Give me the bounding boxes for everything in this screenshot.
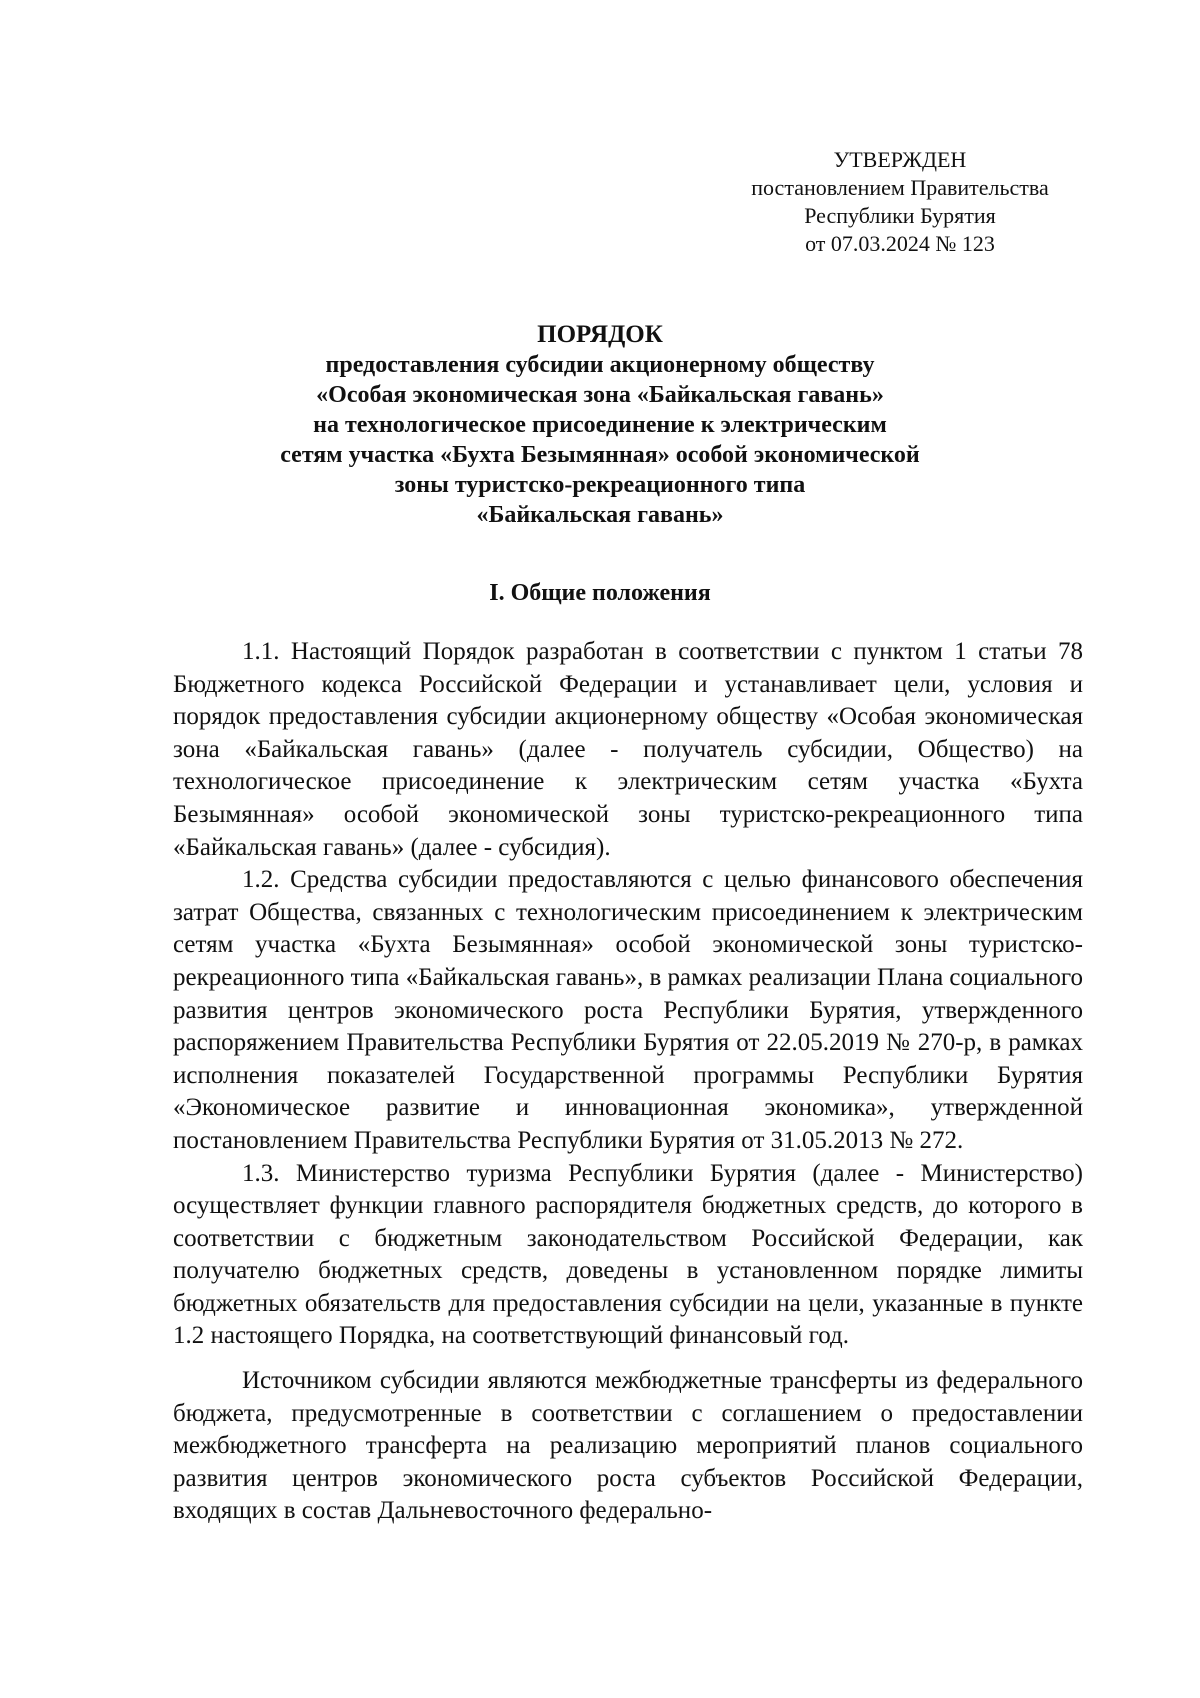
paragraph-1-3: 1.3. Министерство туризма Республики Бурятия (далее - Министерство) осуществляет функции главного распорядителя бюджетных средств, до которого в соответствии с бюджетным законодательством Российской Федерации, как получателю бюджетных средств, доведены в установленном порядке лимиты бюджетных обязательств для предоставления субсидии на цели, указанные в пункте 1.2 настоящего Порядка, на соответствующий финансовый год. bbox=[173, 1159, 1083, 1350]
approval-date-number: от 07.03.2024 № 123 bbox=[805, 231, 995, 256]
approval-status: УТВЕРЖДЕН bbox=[833, 147, 967, 172]
title-line: зоны туристско-рекреационного типа bbox=[394, 472, 806, 498]
paragraph-source: Источником субсидии являются межбюджетные трансферты из федерального бюджета, предусмотренные в соответствии с соглашением о предоставлении межбюджетного трансферта на реализацию мероприятий планов социального развития центров экономического роста субъектов Российской Федерации, входящих в состав Дальневосточного федерально- bbox=[173, 1367, 1083, 1525]
title-line: сетям участка «Бухта Безымянная» особой экономической bbox=[280, 442, 920, 468]
approval-authority: постановлением Правительства bbox=[751, 175, 1049, 200]
section-heading: I. Общие положения bbox=[489, 580, 711, 606]
paragraph-1-2: 1.2. Средства субсидии предоставляются с целью финансового обеспечения затрат Общества, связанных с технологическим присоединением к электрическим сетям участка «Бухта Безымянная» особой экономической зоны туристско-рекреационного типа «Байкальская гавань», в рамках реализации Плана социального развития центров экономического роста Республики Бурятия, утвержденного распоряжением Правительства Республики Бурятия от 22.05.2019 № 270-р, в рамках исполнения показателей Государственной программы Республики Бурятия «Экономическое развитие и инновационная экономика», утвержденной постановлением Правительства Республики Бурятия от 31.05.2013 № 272. bbox=[173, 866, 1083, 1154]
document-title bbox=[150, 320, 1050, 530]
title-line: «Особая экономическая зона «Байкальская гавань» bbox=[316, 382, 884, 408]
body-text bbox=[173, 636, 1083, 1528]
title-main: ПОРЯДОК bbox=[537, 321, 663, 348]
paragraph-1-1: 1.1. Настоящий Порядок разработан в соответствии с пунктом 1 статьи 78 Бюджетного кодекса Российской Федерации и устанавливает цели, условия и порядок предоставления субсидии акционерному обществу «Особая экономическая зона «Байкальская гавань» (далее - получатель субсидии, Общество) на технологическое присоединение к электрическим сетям участка «Бухта Безымянная» особой экономической зоны туристско-рекреационного типа «Байкальская гавань» (далее - субсидия). bbox=[173, 638, 1083, 861]
title-line: «Байкальская гавань» bbox=[476, 502, 724, 528]
approval-stamp bbox=[700, 146, 1100, 258]
title-line: на технологическое присоединение к электрическим bbox=[313, 412, 887, 438]
title-line: предоставления субсидии акционерному обществу bbox=[325, 352, 875, 378]
approval-region: Республики Бурятия bbox=[804, 203, 996, 228]
